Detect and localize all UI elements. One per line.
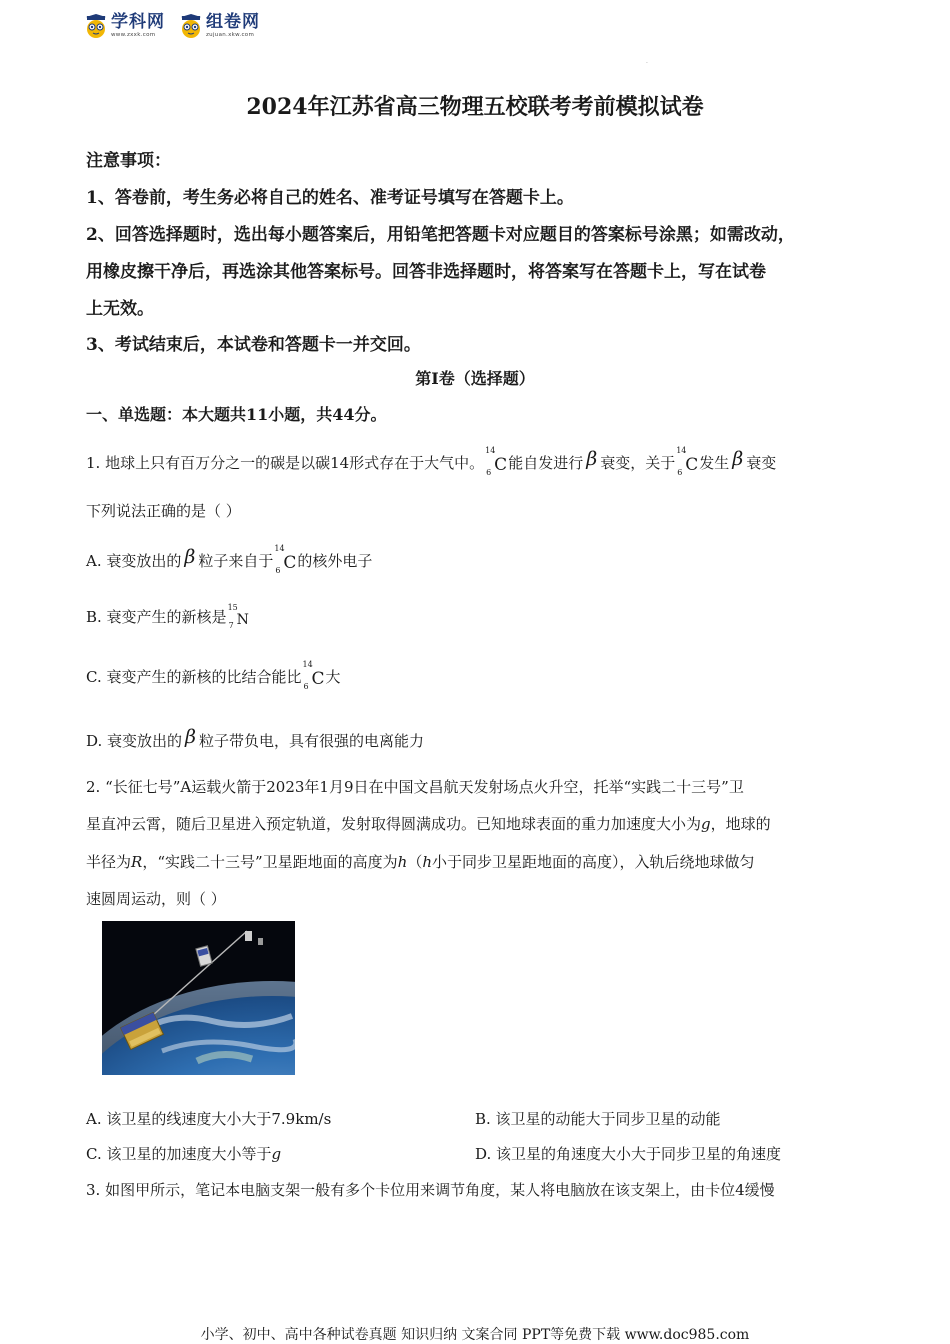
- q2-stem-line4: 速圆周运动，则（ ）: [86, 890, 226, 908]
- footer-text: 小学、初中、高中各种试卷真题 知识归纳 文案合同 PPT等免费下载 www.doc985.com: [200, 1327, 750, 1343]
- carbon14-nuclide: 14 6 C: [302, 660, 325, 691]
- notes-heading: 注意事项：: [86, 151, 171, 171]
- beta-symbol: β: [184, 546, 196, 568]
- var-g: g: [701, 815, 711, 833]
- note-line: 上无效。: [86, 299, 154, 319]
- q1-option-d: D. 衰变放出的 β 粒子带负电，具有很强的电离能力: [86, 726, 425, 750]
- q1-text: 1. 地球上只有百万分之一的碳是以碳14形式存在于大气中。: [86, 454, 485, 472]
- q2-stem-line3: 半径为R，“实践二十三号”卫星距地面的高度为h（h小于同步卫星距地面的高度），入轨后绕地球做匀: [86, 853, 755, 871]
- q2-stem-line2: 星直冲云霄，随后卫星进入预定轨道，发射取得圆满成功。已知地球表面的重力加速度大小为g，地球的: [86, 815, 771, 833]
- page-title: 2024年江苏省高三物理五校联考考前模拟试卷: [246, 94, 704, 120]
- q1-stem: [86, 448, 776, 475]
- logo-xueke[interactable]: [84, 14, 165, 39]
- satellite-earth-image: [102, 921, 295, 1075]
- owl-icon: [84, 14, 108, 38]
- var-h: h: [422, 853, 433, 871]
- section-title: 一、单选题：本大题共11小题，共44分。: [86, 405, 387, 424]
- note-line: 2、回答选择题时，选出每小题答案后，用铅笔把答题卡对应题目的答案标号涂黑；如需改动，: [86, 225, 795, 245]
- nitrogen15-nuclide: 15 7 N: [227, 603, 249, 630]
- speck: ·: [646, 60, 648, 67]
- q2-option-a: A. 该卫星的线速度大小大于7.9km/s: [86, 1110, 332, 1128]
- logo-name: 组卷网: [206, 12, 260, 32]
- carbon14-nuclide: 14 6 C: [274, 544, 297, 575]
- note-line: 3、考试结束后，本试卷和答题卡一并交回。: [86, 335, 421, 355]
- q1-option-a: A. 衰变放出的 β 粒子来自于 14 6 C的核外电子: [86, 544, 373, 575]
- logo-url: www.zxxk.com: [111, 32, 156, 38]
- var-g: g: [271, 1145, 282, 1163]
- q1-text: 发生: [699, 454, 730, 472]
- q2-option-c: C. 该卫星的加速度大小等于g: [86, 1145, 282, 1163]
- note-line: 用橡皮擦干净后，再选涂其他答案标号。回答非选择题时，将答案写在答题卡上，写在试卷: [86, 262, 766, 282]
- q1-stem-line2: 下列说法正确的是（ ）: [86, 502, 241, 520]
- q3-stem-line1: 3. 如图甲所示，笔记本电脑支架一般有多个卡位用来调节角度，某人将电脑放在该支架上，由卡位4缓慢: [86, 1181, 775, 1199]
- var-h: h: [397, 853, 408, 871]
- q1-text: 能自发进行: [508, 454, 584, 472]
- beta-symbol: β: [185, 726, 197, 748]
- q1-text: 衰变，关于: [600, 454, 676, 472]
- carbon14-nuclide: 14 6 C: [485, 446, 508, 477]
- beta-symbol: β: [732, 448, 744, 470]
- q2-option-d: D. 该卫星的角速度大小大于同步卫星的角速度: [475, 1145, 782, 1163]
- var-R: R: [131, 853, 143, 871]
- logo-url: zujuan.xkw.com: [206, 32, 255, 38]
- note-line: 1、答卷前，考生务必将自己的姓名、准考证号填写在答题卡上。: [86, 188, 574, 208]
- part-title: 第I卷（选择题）: [415, 369, 535, 388]
- logo-zujuan[interactable]: [179, 14, 260, 39]
- q1-option-c: C. 衰变产生的新核的比结合能比 14 6 C大: [86, 660, 341, 691]
- q2-option-b: B. 该卫星的动能大于同步卫星的动能: [475, 1110, 721, 1128]
- beta-symbol: β: [586, 448, 598, 470]
- carbon14-nuclide: 14 6 C: [676, 446, 699, 477]
- logo-name: 学科网: [111, 12, 165, 32]
- q2-stem-line1: 2. “长征七号”A运载火箭于2023年1月9日在中国文昌航天发射场点火升空，托举“实践二十三号”卫: [86, 778, 744, 796]
- q1-text: 衰变: [746, 454, 777, 472]
- header-logos: [84, 14, 260, 39]
- q1-option-b: B. 衰变产生的新核是 15 7 N: [86, 603, 249, 630]
- owl-icon: [179, 14, 203, 38]
